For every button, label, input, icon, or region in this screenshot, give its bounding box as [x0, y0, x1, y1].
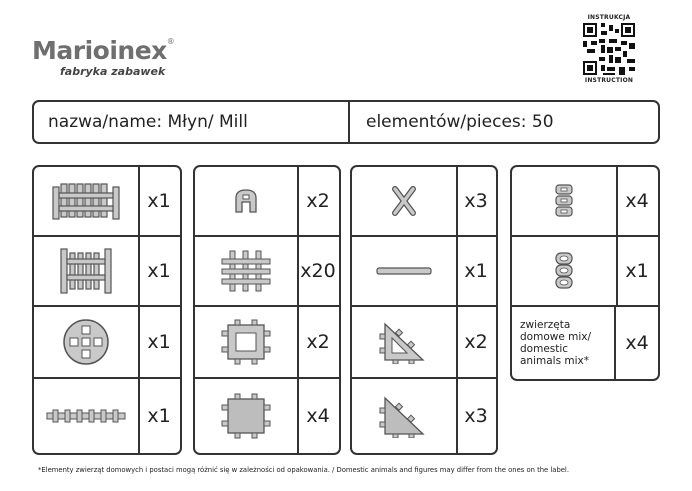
piece-row	[512, 237, 658, 307]
brand-logo	[32, 38, 174, 78]
registered-mark: ®	[166, 37, 175, 46]
product-name: nazwa/name: Młyn/ Mill	[48, 112, 248, 132]
long-connector-piece-icon	[45, 408, 127, 424]
piece-qty: x4	[306, 405, 330, 427]
piece-row	[352, 307, 496, 379]
brand-tagline: fabryka zabawek	[60, 65, 166, 78]
piece-row	[34, 237, 180, 307]
piece-row	[195, 237, 339, 307]
piece-qty: x4	[625, 332, 649, 354]
piece-row	[352, 167, 496, 237]
chain-connector-piece-icon	[553, 183, 575, 219]
square-frame-piece-icon	[220, 319, 272, 365]
piece-row	[195, 167, 339, 237]
qr-bottom-label: INSTRUCTION	[584, 77, 634, 84]
fence-piece-icon	[51, 181, 121, 221]
qr-top-label: INSTRUKCJA	[587, 14, 631, 21]
piece-qty: x2	[464, 331, 488, 353]
footnote: *Elementy zwierząt domowych i postaci mogą różnić się w zależności od opakowania. / Domestic animals and figures may differ from the ones on the label.	[38, 466, 569, 474]
piece-qty: x1	[464, 260, 488, 282]
piece-group-1	[32, 165, 182, 455]
triple-ring-piece-icon	[553, 251, 575, 291]
piece-qty: x20	[300, 260, 336, 282]
piece-qty: x4	[625, 190, 649, 212]
piece-row	[352, 379, 496, 453]
piece-group-2	[193, 165, 341, 455]
piece-row	[34, 379, 180, 453]
piece-qty: x2	[306, 331, 330, 353]
product-header	[32, 100, 660, 144]
piece-row	[512, 307, 658, 379]
gate-piece-icon	[59, 247, 113, 295]
header-divider	[348, 102, 350, 142]
qr-block	[580, 14, 638, 84]
pieces-count: elementów/pieces: 50	[366, 112, 554, 132]
small-arch-piece-icon	[233, 188, 259, 214]
piece-row	[352, 237, 496, 307]
brand-name: Marioinex	[32, 36, 167, 65]
triangle-solid-piece-icon	[379, 394, 429, 438]
piece-qty: x1	[147, 260, 171, 282]
piece-qty: x1	[147, 331, 171, 353]
piece-row	[195, 379, 339, 453]
round-wheel-piece-icon	[61, 317, 111, 367]
piece-row	[512, 167, 658, 237]
piece-qty: x3	[464, 405, 488, 427]
triangle-frame-piece-icon	[379, 320, 429, 364]
piece-qty: x1	[147, 190, 171, 212]
animals-mix-label: zwierzęta domowe mix/ domestic animals mix*	[512, 307, 616, 379]
bar-piece-icon	[376, 266, 432, 276]
piece-qty: x2	[306, 190, 330, 212]
piece-row	[195, 307, 339, 379]
piece-row	[34, 307, 180, 379]
piece-qty: x1	[625, 260, 649, 282]
piece-row	[34, 167, 180, 237]
qr-code-icon[interactable]	[583, 23, 635, 75]
grid-piece-icon	[220, 249, 272, 293]
x-connector-piece-icon	[392, 186, 416, 216]
piece-qty: x3	[464, 190, 488, 212]
piece-group-3	[350, 165, 498, 455]
solid-square-piece-icon	[220, 393, 272, 439]
piece-qty: x1	[147, 405, 171, 427]
piece-group-4	[510, 165, 660, 381]
